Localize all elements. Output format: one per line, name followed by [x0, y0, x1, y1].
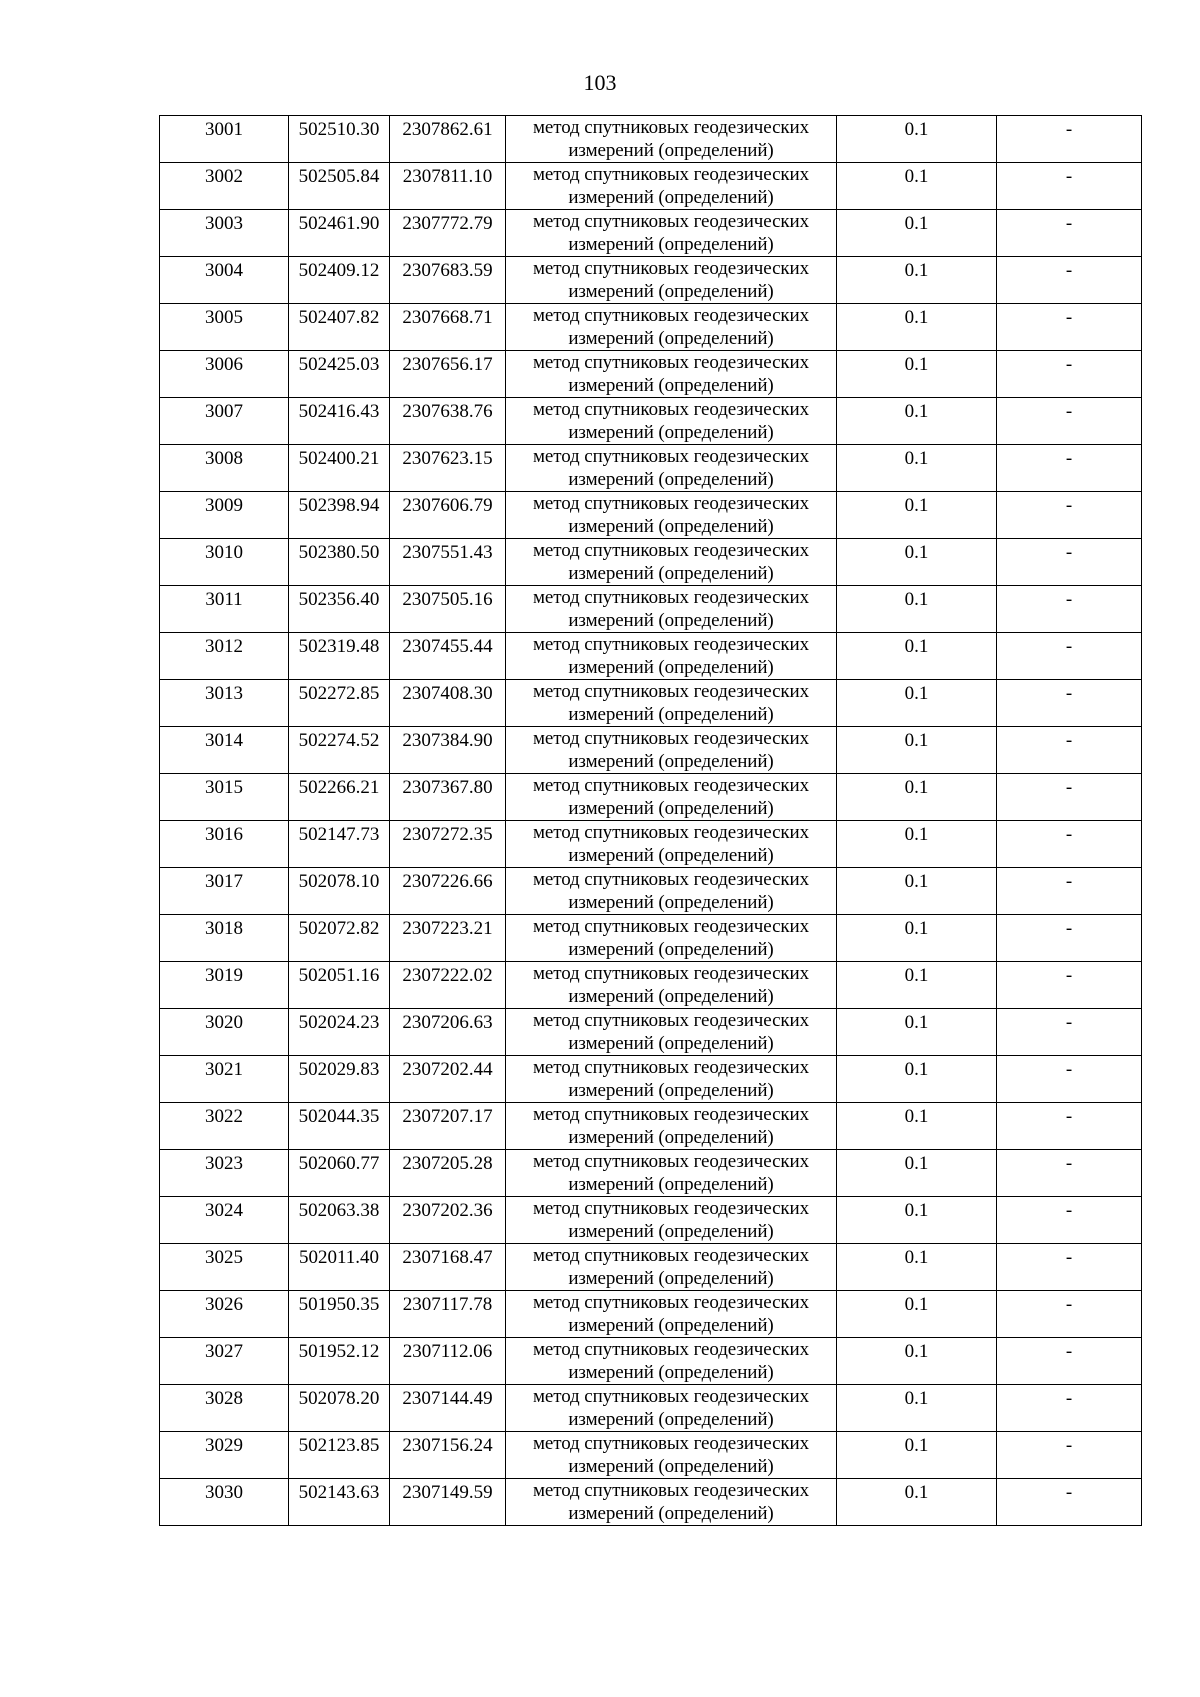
method-line-2: измерений (определений)	[568, 469, 774, 490]
method-cell	[506, 1479, 837, 1526]
y-coordinate-cell: 2307683.59	[390, 257, 506, 304]
accuracy-cell: 0.1	[837, 1056, 997, 1103]
table-row	[160, 680, 1142, 727]
method-line-1: метод спутниковых геодезических	[533, 1245, 809, 1266]
note-cell: -	[997, 633, 1142, 680]
y-coordinate-cell: 2307226.66	[390, 868, 506, 915]
method-line-2: измерений (определений)	[568, 610, 774, 631]
method-cell	[506, 1009, 837, 1056]
method-line-1: метод спутниковых геодезических	[533, 1104, 809, 1125]
method-line-1: метод спутниковых геодезических	[533, 1292, 809, 1313]
page-number: 103	[583, 70, 617, 95]
note-cell: -	[997, 116, 1142, 163]
point-number-cell: 3006	[160, 351, 289, 398]
method-line-1: метод спутниковых геодезических	[533, 1057, 809, 1078]
point-number-cell: 3017	[160, 868, 289, 915]
y-coordinate-cell: 2307811.10	[390, 163, 506, 210]
method-line-1: метод спутниковых геодезических	[533, 305, 809, 326]
method-line-2: измерений (определений)	[568, 281, 774, 302]
method-line-2: измерений (определений)	[568, 563, 774, 584]
method-line-2: измерений (определений)	[568, 1221, 774, 1242]
method-line-2: измерений (определений)	[568, 422, 774, 443]
accuracy-cell: 0.1	[837, 1338, 997, 1385]
method-line-2: измерений (определений)	[568, 187, 774, 208]
point-number-cell: 3013	[160, 680, 289, 727]
note-cell: -	[997, 539, 1142, 586]
method-line-2: измерений (определений)	[568, 704, 774, 725]
point-number-cell: 3005	[160, 304, 289, 351]
method-cell	[506, 116, 837, 163]
x-coordinate-cell: 502143.63	[289, 1479, 390, 1526]
accuracy-cell: 0.1	[837, 1103, 997, 1150]
method-cell	[506, 633, 837, 680]
accuracy-cell: 0.1	[837, 1479, 997, 1526]
method-cell	[506, 257, 837, 304]
note-cell: -	[997, 1197, 1142, 1244]
note-cell: -	[997, 1479, 1142, 1526]
y-coordinate-cell: 2307862.61	[390, 116, 506, 163]
accuracy-cell: 0.1	[837, 351, 997, 398]
method-cell	[506, 727, 837, 774]
note-cell: -	[997, 962, 1142, 1009]
method-cell	[506, 868, 837, 915]
note-cell: -	[997, 1244, 1142, 1291]
y-coordinate-cell: 2307367.80	[390, 774, 506, 821]
note-cell: -	[997, 1056, 1142, 1103]
method-line-1: метод спутниковых геодезических	[533, 728, 809, 749]
accuracy-cell: 0.1	[837, 257, 997, 304]
method-cell	[506, 774, 837, 821]
method-line-1: метод спутниковых геодезических	[533, 1010, 809, 1031]
y-coordinate-cell: 2307606.79	[390, 492, 506, 539]
accuracy-cell: 0.1	[837, 1291, 997, 1338]
method-line-1: метод спутниковых геодезических	[533, 587, 809, 608]
accuracy-cell: 0.1	[837, 163, 997, 210]
accuracy-cell: 0.1	[837, 1244, 997, 1291]
point-number-cell: 3001	[160, 116, 289, 163]
x-coordinate-cell: 502063.38	[289, 1197, 390, 1244]
method-line-2: измерений (определений)	[568, 798, 774, 819]
y-coordinate-cell: 2307202.36	[390, 1197, 506, 1244]
table-row	[160, 492, 1142, 539]
method-line-2: измерений (определений)	[568, 1127, 774, 1148]
point-number-cell: 3003	[160, 210, 289, 257]
table-row	[160, 1385, 1142, 1432]
point-number-cell: 3024	[160, 1197, 289, 1244]
method-line-2: измерений (определений)	[568, 1268, 774, 1289]
method-line-1: метод спутниковых геодезических	[533, 446, 809, 467]
accuracy-cell: 0.1	[837, 915, 997, 962]
y-coordinate-cell: 2307455.44	[390, 633, 506, 680]
x-coordinate-cell: 502123.85	[289, 1432, 390, 1479]
table-row	[160, 1479, 1142, 1526]
method-line-2: измерений (определений)	[568, 234, 774, 255]
point-number-cell: 3020	[160, 1009, 289, 1056]
method-cell	[506, 962, 837, 1009]
table-row	[160, 868, 1142, 915]
accuracy-cell: 0.1	[837, 398, 997, 445]
method-cell	[506, 351, 837, 398]
method-line-2: измерений (определений)	[568, 328, 774, 349]
table-row	[160, 163, 1142, 210]
y-coordinate-cell: 2307656.17	[390, 351, 506, 398]
note-cell: -	[997, 257, 1142, 304]
method-line-1: метод спутниковых геодезических	[533, 916, 809, 937]
table-row	[160, 586, 1142, 633]
note-cell: -	[997, 351, 1142, 398]
note-cell: -	[997, 915, 1142, 962]
method-cell	[506, 1244, 837, 1291]
method-line-1: метод спутниковых геодезических	[533, 1151, 809, 1172]
x-coordinate-cell: 502398.94	[289, 492, 390, 539]
method-line-1: метод спутниковых геодезических	[533, 634, 809, 655]
method-line-1: метод спутниковых геодезических	[533, 258, 809, 279]
table-row	[160, 1338, 1142, 1385]
point-number-cell: 3015	[160, 774, 289, 821]
accuracy-cell: 0.1	[837, 962, 997, 1009]
y-coordinate-cell: 2307772.79	[390, 210, 506, 257]
x-coordinate-cell: 502380.50	[289, 539, 390, 586]
method-line-1: метод спутниковых геодезических	[533, 1433, 809, 1454]
table-row	[160, 210, 1142, 257]
method-cell	[506, 1197, 837, 1244]
table-row	[160, 1056, 1142, 1103]
accuracy-cell: 0.1	[837, 1385, 997, 1432]
point-number-cell: 3012	[160, 633, 289, 680]
point-number-cell: 3002	[160, 163, 289, 210]
point-number-cell: 3016	[160, 821, 289, 868]
method-line-1: метод спутниковых геодезических	[533, 352, 809, 373]
table-row	[160, 1197, 1142, 1244]
x-coordinate-cell: 502510.30	[289, 116, 390, 163]
y-coordinate-cell: 2307408.30	[390, 680, 506, 727]
method-line-1: метод спутниковых геодезических	[533, 1198, 809, 1219]
y-coordinate-cell: 2307222.02	[390, 962, 506, 1009]
accuracy-cell: 0.1	[837, 1009, 997, 1056]
table-row	[160, 1150, 1142, 1197]
y-coordinate-cell: 2307156.24	[390, 1432, 506, 1479]
method-cell	[506, 492, 837, 539]
table-row	[160, 727, 1142, 774]
x-coordinate-cell: 502011.40	[289, 1244, 390, 1291]
x-coordinate-cell: 502461.90	[289, 210, 390, 257]
point-number-cell: 3018	[160, 915, 289, 962]
y-coordinate-cell: 2307384.90	[390, 727, 506, 774]
note-cell: -	[997, 1009, 1142, 1056]
y-coordinate-cell: 2307668.71	[390, 304, 506, 351]
accuracy-cell: 0.1	[837, 868, 997, 915]
y-coordinate-cell: 2307206.63	[390, 1009, 506, 1056]
table-row	[160, 774, 1142, 821]
method-line-2: измерений (определений)	[568, 1456, 774, 1477]
x-coordinate-cell: 502072.82	[289, 915, 390, 962]
accuracy-cell: 0.1	[837, 821, 997, 868]
method-cell	[506, 304, 837, 351]
point-number-cell: 3026	[160, 1291, 289, 1338]
note-cell: -	[997, 1385, 1142, 1432]
method-cell	[506, 398, 837, 445]
x-coordinate-cell: 502425.03	[289, 351, 390, 398]
y-coordinate-cell: 2307623.15	[390, 445, 506, 492]
method-cell	[506, 680, 837, 727]
method-line-1: метод спутниковых геодезических	[533, 493, 809, 514]
accuracy-cell: 0.1	[837, 304, 997, 351]
method-line-2: измерений (определений)	[568, 892, 774, 913]
y-coordinate-cell: 2307638.76	[390, 398, 506, 445]
x-coordinate-cell: 502407.82	[289, 304, 390, 351]
method-line-1: метод спутниковых геодезических	[533, 399, 809, 420]
accuracy-cell: 0.1	[837, 445, 997, 492]
coordinates-table	[159, 115, 1142, 1526]
table-row	[160, 1432, 1142, 1479]
method-line-2: измерений (определений)	[568, 375, 774, 396]
table-row	[160, 915, 1142, 962]
method-cell	[506, 586, 837, 633]
method-line-2: измерений (определений)	[568, 1315, 774, 1336]
note-cell: -	[997, 492, 1142, 539]
x-coordinate-cell: 502416.43	[289, 398, 390, 445]
table-row	[160, 1244, 1142, 1291]
x-coordinate-cell: 501952.12	[289, 1338, 390, 1385]
table-row	[160, 398, 1142, 445]
note-cell: -	[997, 821, 1142, 868]
method-line-1: метод спутниковых геодезических	[533, 1480, 809, 1501]
accuracy-cell: 0.1	[837, 586, 997, 633]
point-number-cell: 3027	[160, 1338, 289, 1385]
method-cell	[506, 539, 837, 586]
method-cell	[506, 445, 837, 492]
method-line-1: метод спутниковых геодезических	[533, 1386, 809, 1407]
y-coordinate-cell: 2307202.44	[390, 1056, 506, 1103]
note-cell: -	[997, 586, 1142, 633]
point-number-cell: 3007	[160, 398, 289, 445]
method-cell	[506, 163, 837, 210]
method-cell	[506, 1385, 837, 1432]
method-cell	[506, 821, 837, 868]
y-coordinate-cell: 2307144.49	[390, 1385, 506, 1432]
point-number-cell: 3021	[160, 1056, 289, 1103]
table-row	[160, 1291, 1142, 1338]
method-line-2: измерений (определений)	[568, 751, 774, 772]
method-cell	[506, 1103, 837, 1150]
table-row	[160, 304, 1142, 351]
y-coordinate-cell: 2307205.28	[390, 1150, 506, 1197]
note-cell: -	[997, 445, 1142, 492]
note-cell: -	[997, 1150, 1142, 1197]
table-row	[160, 1103, 1142, 1150]
y-coordinate-cell: 2307112.06	[390, 1338, 506, 1385]
x-coordinate-cell: 502029.83	[289, 1056, 390, 1103]
x-coordinate-cell: 501950.35	[289, 1291, 390, 1338]
y-coordinate-cell: 2307223.21	[390, 915, 506, 962]
x-coordinate-cell: 502051.16	[289, 962, 390, 1009]
y-coordinate-cell: 2307207.17	[390, 1103, 506, 1150]
point-number-cell: 3019	[160, 962, 289, 1009]
accuracy-cell: 0.1	[837, 680, 997, 727]
y-coordinate-cell: 2307168.47	[390, 1244, 506, 1291]
method-cell	[506, 1338, 837, 1385]
point-number-cell: 3004	[160, 257, 289, 304]
note-cell: -	[997, 1103, 1142, 1150]
method-cell	[506, 210, 837, 257]
x-coordinate-cell: 502078.10	[289, 868, 390, 915]
accuracy-cell: 0.1	[837, 492, 997, 539]
method-line-1: метод спутниковых геодезических	[533, 164, 809, 185]
method-cell	[506, 1056, 837, 1103]
accuracy-cell: 0.1	[837, 774, 997, 821]
point-number-cell: 3028	[160, 1385, 289, 1432]
method-line-2: измерений (определений)	[568, 516, 774, 537]
method-line-1: метод спутниковых геодезических	[533, 211, 809, 232]
note-cell: -	[997, 727, 1142, 774]
note-cell: -	[997, 774, 1142, 821]
accuracy-cell: 0.1	[837, 116, 997, 163]
method-line-2: измерений (определений)	[568, 1503, 774, 1524]
point-number-cell: 3014	[160, 727, 289, 774]
note-cell: -	[997, 1432, 1142, 1479]
point-number-cell: 3009	[160, 492, 289, 539]
x-coordinate-cell: 502060.77	[289, 1150, 390, 1197]
note-cell: -	[997, 304, 1142, 351]
point-number-cell: 3030	[160, 1479, 289, 1526]
method-line-2: измерений (определений)	[568, 1174, 774, 1195]
coordinates-table-body	[160, 116, 1142, 1526]
table-row	[160, 539, 1142, 586]
x-coordinate-cell: 502024.23	[289, 1009, 390, 1056]
point-number-cell: 3011	[160, 586, 289, 633]
note-cell: -	[997, 398, 1142, 445]
method-line-1: метод спутниковых геодезических	[533, 681, 809, 702]
table-row	[160, 821, 1142, 868]
method-line-1: метод спутниковых геодезических	[533, 1339, 809, 1360]
accuracy-cell: 0.1	[837, 539, 997, 586]
method-line-1: метод спутниковых геодезических	[533, 540, 809, 561]
table-row	[160, 351, 1142, 398]
method-line-2: измерений (определений)	[568, 845, 774, 866]
method-line-2: измерений (определений)	[568, 939, 774, 960]
method-line-2: измерений (определений)	[568, 986, 774, 1007]
y-coordinate-cell: 2307149.59	[390, 1479, 506, 1526]
x-coordinate-cell: 502409.12	[289, 257, 390, 304]
method-line-2: измерений (определений)	[568, 140, 774, 161]
method-line-2: измерений (определений)	[568, 1033, 774, 1054]
method-line-2: измерений (определений)	[568, 1362, 774, 1383]
x-coordinate-cell: 502319.48	[289, 633, 390, 680]
accuracy-cell: 0.1	[837, 1432, 997, 1479]
note-cell: -	[997, 1291, 1142, 1338]
method-line-1: метод спутниковых геодезических	[533, 869, 809, 890]
table-row	[160, 962, 1142, 1009]
x-coordinate-cell: 502400.21	[289, 445, 390, 492]
point-number-cell: 3022	[160, 1103, 289, 1150]
x-coordinate-cell: 502044.35	[289, 1103, 390, 1150]
y-coordinate-cell: 2307505.16	[390, 586, 506, 633]
point-number-cell: 3029	[160, 1432, 289, 1479]
x-coordinate-cell: 502147.73	[289, 821, 390, 868]
y-coordinate-cell: 2307272.35	[390, 821, 506, 868]
point-number-cell: 3010	[160, 539, 289, 586]
method-line-2: измерений (определений)	[568, 1409, 774, 1430]
point-number-cell: 3025	[160, 1244, 289, 1291]
accuracy-cell: 0.1	[837, 1150, 997, 1197]
point-number-cell: 3023	[160, 1150, 289, 1197]
note-cell: -	[997, 680, 1142, 727]
table-row	[160, 257, 1142, 304]
x-coordinate-cell: 502505.84	[289, 163, 390, 210]
method-line-1: метод спутниковых геодезических	[533, 963, 809, 984]
method-line-1: метод спутниковых геодезических	[533, 775, 809, 796]
note-cell: -	[997, 163, 1142, 210]
method-line-2: измерений (определений)	[568, 1080, 774, 1101]
accuracy-cell: 0.1	[837, 210, 997, 257]
method-cell	[506, 915, 837, 962]
method-cell	[506, 1432, 837, 1479]
x-coordinate-cell: 502272.85	[289, 680, 390, 727]
table-row	[160, 116, 1142, 163]
table-row	[160, 445, 1142, 492]
y-coordinate-cell: 2307551.43	[390, 539, 506, 586]
x-coordinate-cell: 502274.52	[289, 727, 390, 774]
method-cell	[506, 1291, 837, 1338]
x-coordinate-cell: 502078.20	[289, 1385, 390, 1432]
note-cell: -	[997, 210, 1142, 257]
table-row	[160, 633, 1142, 680]
y-coordinate-cell: 2307117.78	[390, 1291, 506, 1338]
method-line-2: измерений (определений)	[568, 657, 774, 678]
method-line-1: метод спутниковых геодезических	[533, 822, 809, 843]
method-line-1: метод спутниковых геодезических	[533, 117, 809, 138]
point-number-cell: 3008	[160, 445, 289, 492]
x-coordinate-cell: 502356.40	[289, 586, 390, 633]
method-cell	[506, 1150, 837, 1197]
accuracy-cell: 0.1	[837, 727, 997, 774]
note-cell: -	[997, 1338, 1142, 1385]
x-coordinate-cell: 502266.21	[289, 774, 390, 821]
table-row	[160, 1009, 1142, 1056]
accuracy-cell: 0.1	[837, 633, 997, 680]
note-cell: -	[997, 868, 1142, 915]
accuracy-cell: 0.1	[837, 1197, 997, 1244]
